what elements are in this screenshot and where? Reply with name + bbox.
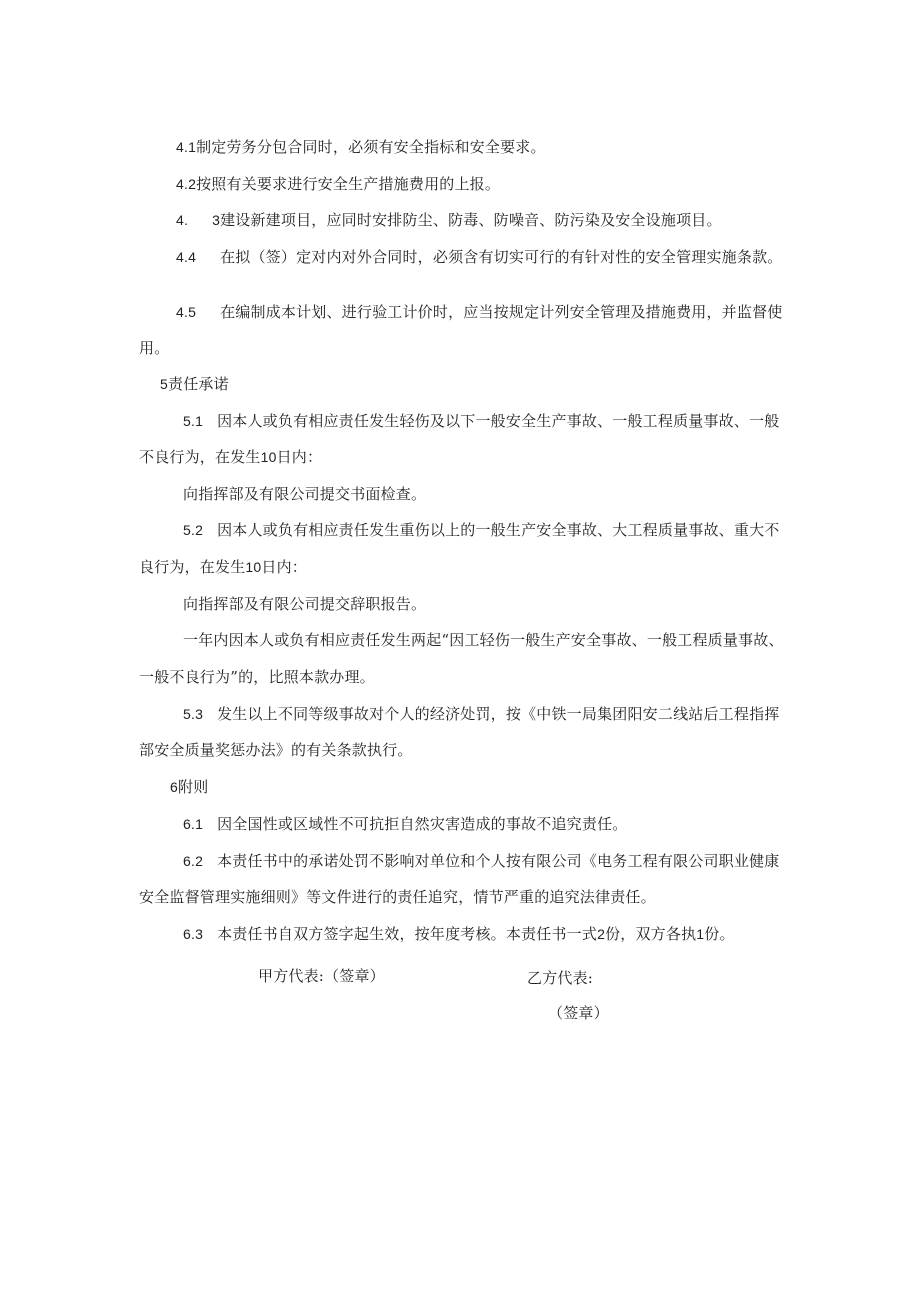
clause-4-1 <box>176 137 546 157</box>
clause-number: 6.3 <box>183 926 204 942</box>
clause-text: 因本人或负有相应责任发生轻伤及以下一般安全生产事故、一般工程质量事故、一般 <box>217 412 780 430</box>
clause-number: 4. <box>176 212 189 228</box>
clause-text: 日内： <box>261 558 307 576</box>
clause-text: 向指挥部及有限公司提交书面检查。 <box>183 485 427 503</box>
clause-5-1 <box>183 411 779 431</box>
clause-number: 4.2 <box>176 176 197 192</box>
section-6-heading <box>170 777 208 797</box>
clause-6-2 <box>183 851 779 871</box>
clause-text: 按照有关要求进行安全生产措施费用的上报。 <box>196 175 501 193</box>
section-title: 责任承诺 <box>168 375 229 393</box>
clause-text: 一年内因本人或负有相应责任发生两起“因工轻伤一般生产安全事故、一般工程质量事故、 <box>183 631 784 649</box>
clause-text: 建设新建项目，应同时安排防尘、防毒、防噪音、防污染及安全设施项目。 <box>220 211 722 229</box>
clause-text: 日内： <box>276 448 323 466</box>
clause-text: 份。 <box>704 925 735 943</box>
clause-text: 因全国性或区域性不可抗拒自然灾害造成的事故不追究责任。 <box>217 815 628 833</box>
clause-text: 份，双方各执 <box>605 925 697 943</box>
clause-text: 在拟（签）定对内对外合同时，必须含有切实可行的有针对性的安全管理实施条款。 <box>220 248 783 266</box>
clause-number: 4.4 <box>176 249 197 265</box>
clause-number: 6.1 <box>183 816 204 832</box>
clause-5-2-note-continued <box>139 667 375 687</box>
day-count: 10 <box>260 449 277 465</box>
clause-5-2-action <box>183 594 426 614</box>
clause-5-1-continued <box>139 447 322 467</box>
clause-text: 安全监督管理实施细则》等文件进行的责任追究，情节严重的追究法律责任。 <box>139 888 656 906</box>
clause-number: 4.1 <box>176 139 197 155</box>
clause-text: 不良行为，在发生 <box>139 448 261 466</box>
clause-number: 5.3 <box>183 706 204 722</box>
party-b-signature <box>527 968 593 988</box>
clause-6-1 <box>183 814 627 834</box>
copy-count: 2 <box>597 926 606 942</box>
clause-5-2-note <box>183 630 784 650</box>
clause-text: 发生以上不同等级事故对个人的经济处罚，按《中铁一局集团阳安二线站后工程指挥 <box>217 705 780 723</box>
clause-number: 6.2 <box>183 853 204 869</box>
section-title: 附则 <box>178 778 209 796</box>
clause-4-5 <box>176 302 782 322</box>
clause-text: 本责任书自双方签字起生效，按年度考核。本责任书一式 <box>217 925 598 943</box>
clause-4-4 <box>176 247 782 267</box>
party-b-seal <box>548 1003 609 1023</box>
clause-number-part: 3 <box>212 212 221 228</box>
clause-number: 5.1 <box>183 413 204 429</box>
clause-text: 向指挥部及有限公司提交辞职报告。 <box>183 595 427 613</box>
clause-text: 部安全质量奖惩办法》的有关条款执行。 <box>139 741 413 759</box>
clause-text: 一般不良行为”的，比照本款办理。 <box>139 668 375 686</box>
party-a-label: 甲方代表:（签章） <box>258 967 385 985</box>
section-5-heading <box>160 374 229 394</box>
day-count: 10 <box>245 559 262 575</box>
clause-text: 用。 <box>139 339 170 357</box>
clause-number: 5.2 <box>183 522 204 538</box>
clause-6-3 <box>183 924 735 944</box>
copy-each: 1 <box>696 926 705 942</box>
clause-5-2 <box>183 520 779 540</box>
clause-5-1-action <box>183 484 426 504</box>
party-b-label: 乙方代表: <box>527 969 594 987</box>
clause-4-5-continued <box>139 338 169 358</box>
clause-5-2-continued <box>139 557 307 577</box>
clause-text: 在编制成本计划、进行验工计价时，应当按规定计列安全管理及措施费用，并监督使 <box>220 303 783 321</box>
party-a-signature <box>258 966 385 986</box>
section-number: 6 <box>170 779 178 795</box>
clause-number: 4.5 <box>176 304 197 320</box>
clause-text: 因本人或负有相应责任发生重伤以上的一般生产安全事故、大工程质量事故、重大不 <box>217 521 780 539</box>
clause-4-2 <box>176 174 500 194</box>
clause-text: 本责任书中的承诺处罚不影响对单位和个人按有限公司《电务工程有限公司职业健康 <box>217 852 780 870</box>
clause-5-3-continued <box>139 740 413 760</box>
clause-6-2-continued <box>139 887 656 907</box>
clause-text: 良行为，在发生 <box>139 558 246 576</box>
clause-text: 制定劳务分包合同时，必须有安全指标和安全要求。 <box>196 138 546 156</box>
clause-4-3 <box>176 210 722 230</box>
party-b-seal-label: （签章） <box>548 1004 609 1022</box>
section-number: 5 <box>160 376 168 392</box>
clause-5-3 <box>183 704 779 724</box>
